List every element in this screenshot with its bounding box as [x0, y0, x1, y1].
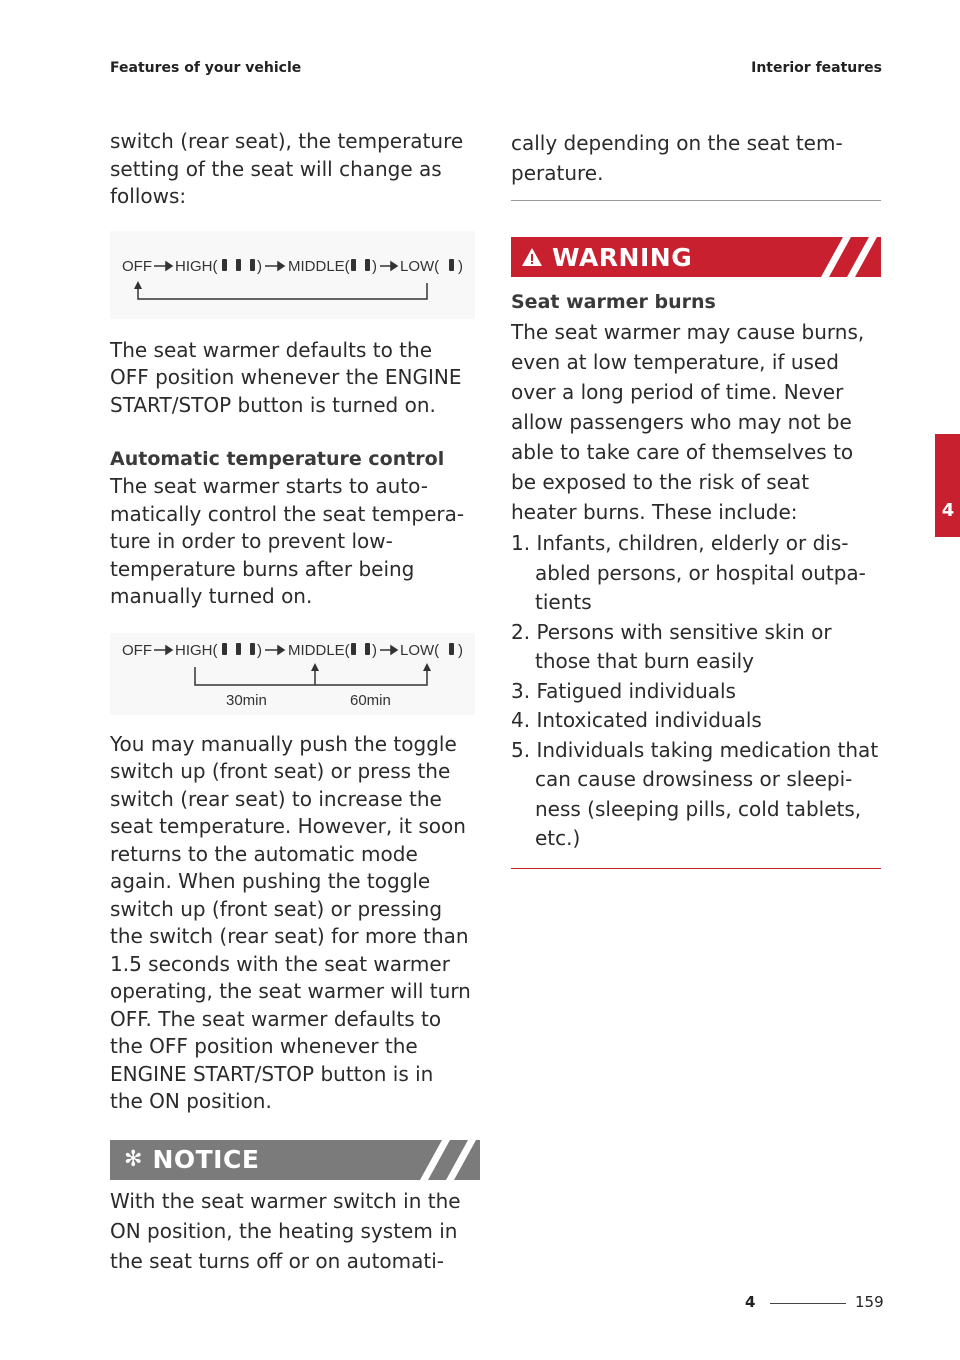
- diagram-middle-label: MIDDLE(: [288, 257, 350, 275]
- risk-group-list: [511, 529, 881, 854]
- heat-level-icon: [449, 643, 454, 655]
- text-line: heater burns. These include:: [511, 500, 798, 524]
- text-line: be exposed to the risk of seat: [511, 470, 810, 494]
- text-line: perature.: [511, 161, 604, 185]
- text-line: the seat turns off or on automati-: [110, 1248, 445, 1273]
- banner-slash-icon: [420, 1140, 480, 1180]
- heat-level-icon: [365, 643, 370, 655]
- list-item: 5. Individuals taking medication that can cause drowsiness or sleepi- ness (sleeping pills, cold tablets, etc.): [511, 737, 879, 850]
- timer-60min-label: 60min: [350, 691, 391, 709]
- warning-banner: [511, 237, 881, 277]
- text-line: operating, the seat warmer will turn: [110, 979, 471, 1003]
- notice-banner: [110, 1140, 480, 1180]
- diagram-low-close: ): [458, 641, 463, 659]
- diagram-middle-label: MIDDLE(: [288, 641, 350, 659]
- timer-30min-label: 30min: [226, 691, 267, 709]
- text-line: 1.5 seconds with the seat warmer: [110, 951, 450, 976]
- text-line: able to take care of themselves to: [511, 440, 854, 464]
- heat-level-icon: [222, 643, 227, 655]
- text-line: follows:: [110, 184, 187, 208]
- text-line: the ON position.: [110, 1089, 272, 1113]
- text-line: switch (rear seat), the temperature: [110, 129, 464, 153]
- chapter-side-number: 4: [941, 500, 955, 521]
- text-line: temperature burns after being: [110, 556, 415, 581]
- notice-end-rule: [511, 200, 881, 201]
- heat-level-icon: [250, 643, 255, 655]
- auto-timer-diagram: [110, 633, 475, 715]
- warning-triangle-icon: [521, 247, 543, 267]
- list-item: 2. Persons with sensitive skin or those that burn easily: [511, 619, 832, 673]
- text-line: The seat warmer starts to auto-: [110, 474, 428, 498]
- text-line: allow passengers who may not be: [511, 410, 852, 434]
- list-item: 4. Intoxicated individuals: [511, 708, 762, 732]
- left-column: [110, 128, 480, 1276]
- text-line: OFF. The seat warmer defaults to: [110, 1006, 442, 1031]
- heat-level-icon: [250, 259, 255, 271]
- chapter-side-tab: [935, 434, 960, 537]
- text-line: again. When pushing the toggle: [110, 869, 431, 893]
- heat-level-icon: [236, 643, 241, 655]
- text-line: cally depending on the seat tem-: [511, 131, 843, 155]
- text-line: seat temperature. However, it soon: [110, 814, 466, 838]
- heat-level-icon: [449, 259, 454, 271]
- text-line: manually turned on.: [110, 584, 313, 608]
- diagram-off-label: OFF: [122, 641, 152, 659]
- heat-level-icon: [351, 643, 356, 655]
- text-line: switch (rear seat) to increase the: [110, 786, 442, 811]
- notice-title: NOTICE: [152, 1145, 260, 1174]
- list-item: 3. Fatigued individuals: [511, 678, 736, 703]
- heat-level-icon: [222, 259, 227, 271]
- heat-level-icon: [365, 259, 370, 271]
- text-line: You may manually push the toggle: [110, 731, 457, 756]
- defaults-paragraph: [110, 337, 480, 420]
- heat-level-icon: [236, 259, 241, 271]
- timer-diagram-svg: [110, 633, 475, 715]
- warning-title: WARNING: [552, 242, 693, 272]
- right-column: [511, 128, 881, 869]
- diagram-high-close: ): [257, 641, 262, 659]
- header-chapter-title: Interior features: [751, 60, 882, 76]
- text-line: ON position, the heating system in: [110, 1218, 458, 1243]
- warning-end-rule: [511, 868, 881, 869]
- text-line: even at low temperature, if used: [511, 350, 839, 374]
- diagram-middle-close: ): [372, 257, 377, 275]
- diagram-high-label: HIGH(: [175, 257, 218, 275]
- manual-paragraph: [110, 731, 480, 1116]
- notice-asterisk-icon: ✻: [124, 1147, 143, 1172]
- header-section-title: Features of your vehicle: [110, 60, 302, 76]
- text-line: over a long period of time. Never: [511, 380, 844, 404]
- text-line: returns to the automatic mode: [110, 841, 418, 866]
- diagram-low-close: ): [458, 257, 463, 275]
- diagram-high-close: ): [257, 257, 262, 275]
- banner-slash-icon: [821, 237, 881, 277]
- footer-divider: [770, 1303, 846, 1304]
- diagram-low-label: LOW(: [400, 257, 440, 275]
- text-line: switch up (front seat) or press the: [110, 759, 451, 783]
- intro-paragraph: [110, 128, 480, 211]
- cycle-diagram-svg: [110, 231, 475, 319]
- text-line: START/STOP button is turned on.: [110, 392, 436, 417]
- footer-chapter-number: 4: [745, 1293, 756, 1311]
- footer-page-number: 159: [855, 1293, 884, 1311]
- temperature-cycle-diagram: [110, 231, 475, 319]
- text-line: the OFF position whenever the: [110, 1034, 418, 1058]
- text-line: With the seat warmer switch in the: [110, 1188, 461, 1213]
- warning-body: [511, 317, 881, 527]
- heat-level-icon: [351, 259, 356, 271]
- warning-subtitle: Seat warmer burns: [511, 291, 716, 313]
- text-line: the switch (rear seat) for more than: [110, 924, 469, 948]
- diagram-high-label: HIGH(: [175, 641, 218, 659]
- diagram-middle-close: ): [372, 641, 377, 659]
- diagram-off-label: OFF: [122, 257, 152, 275]
- text-line: setting of the seat will change as: [110, 156, 442, 181]
- text-line: switch up (front seat) or pressing: [110, 896, 443, 921]
- notice-body: [110, 1186, 480, 1276]
- diagram-low-label: LOW(: [400, 641, 440, 659]
- text-line: The seat warmer may cause burns,: [511, 320, 865, 344]
- text-line: The seat warmer defaults to the: [110, 337, 432, 362]
- text-line: OFF position whenever the ENGINE: [110, 365, 462, 389]
- text-line: ture in order to prevent low-: [110, 529, 393, 553]
- text-line: matically control the seat tempera-: [110, 501, 465, 526]
- text-line: ENGINE START/STOP button is in: [110, 1061, 434, 1086]
- notice-continuation: [511, 128, 881, 188]
- auto-temp-heading: Automatic temperature control: [110, 448, 445, 470]
- list-item: 1. Infants, children, elderly or dis- abled persons, or hospital outpa- tients: [511, 531, 866, 614]
